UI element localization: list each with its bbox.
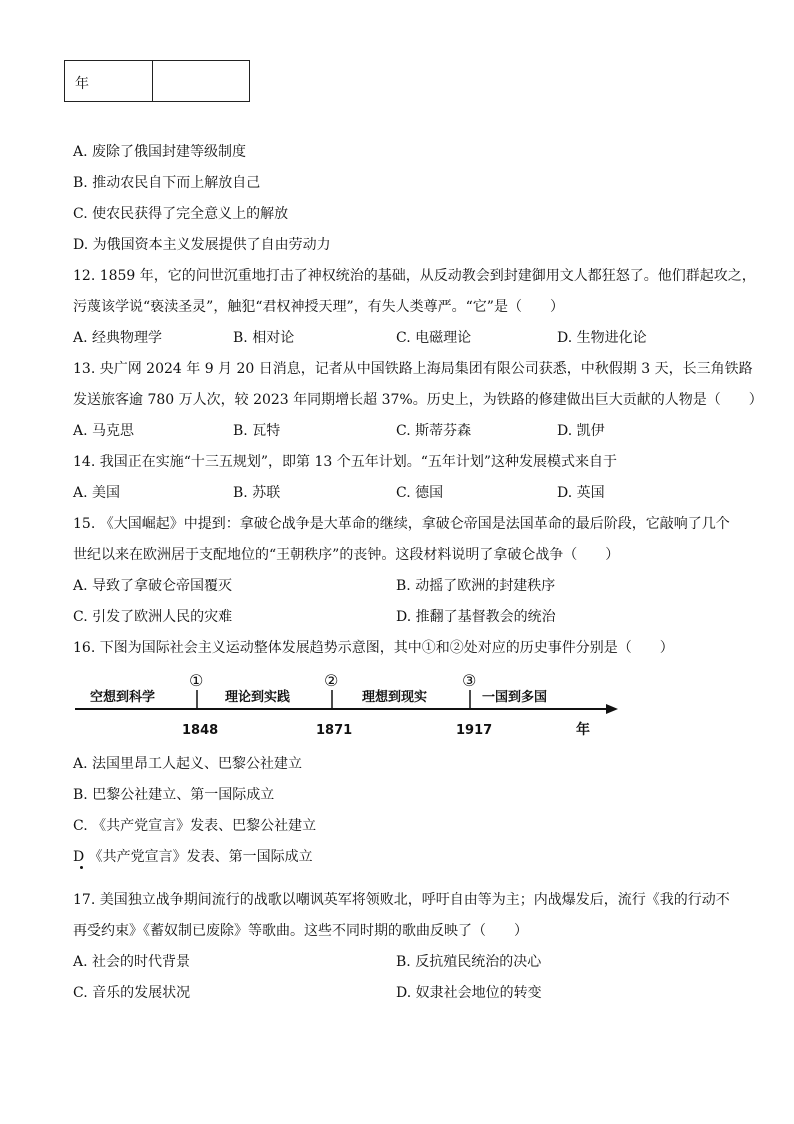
q17-option-c: C. 音乐的发展状况 — [73, 985, 191, 1001]
timeline-year-3: 1917 — [456, 723, 493, 738]
q14-stem-line1: 14. 我国正在实施“十三五规划”，即第 13 个五年计划。“五年计划”这种发展模式来自于 — [73, 454, 618, 470]
q12-option-c: C. 电磁理论 — [396, 330, 472, 346]
timeline-axis-unit: 年 — [576, 722, 590, 738]
timeline-year-1: 1848 — [182, 723, 219, 738]
q12-stem-line1: 12. 1859 年，它的问世沉重地打击了神权统治的基础，从反动教会到封建御用文人都狂怒了。他们群起攻之， — [73, 268, 756, 284]
timeline-segment-4: 一国到多国 — [482, 690, 548, 705]
q16-option-a: A. 法国里昂工人起义、巴黎公社建立 — [73, 756, 303, 772]
q17-option-b: B. 反抗殖民统治的决心 — [396, 954, 542, 970]
q13-stem-line1: 13. 央广网 2024 年 9 月 20 日消息，记者从中国铁路上海局集团有限公司获悉，中秋假期 3 天，长三角铁路 — [73, 361, 753, 377]
q15-stem-line1: 15. 《大国崛起》中提到：拿破仑战争是大革命的继续，拿破仑帝国是法国革命的最后阶段，它敲响了几个 — [73, 516, 730, 532]
timeline-marker-3: ③ — [462, 671, 477, 690]
q13-option-c: C. 斯蒂芬森 — [396, 423, 472, 439]
q11-option-c: C. 使农民获得了完全意义上的解放 — [73, 206, 289, 222]
q11-option-b: B. 推动农民自下而上解放自己 — [73, 175, 261, 191]
table-fragment — [64, 60, 250, 102]
timeline-year-2: 1871 — [316, 723, 353, 738]
socialism-timeline-diagram — [70, 668, 630, 742]
q14-option-c: C. 德国 — [396, 485, 444, 501]
q17-stem-line1: 17. 美国独立战争期间流行的战歌以嘲讽英军将领败北，呼吁自由等为主；内战爆发后，流行《我的行动不 — [73, 892, 730, 908]
timeline-segment-2: 理论到实践 — [225, 690, 291, 705]
q15-option-d: D. 推翻了基督教会的统治 — [396, 609, 556, 625]
q12-option-a: A. 经典物理学 — [73, 330, 163, 346]
q14-option-a: A. 美国 — [73, 485, 121, 501]
q14-option-d: D. 英国 — [557, 485, 605, 501]
q12-stem-line2: 污蔑该学说“亵渎圣灵”，触犯“君权神授天理”，有失人类尊严。“它”是（ ） — [73, 299, 564, 315]
q16-option-b: B. 巴黎公社建立、第一国际成立 — [73, 787, 275, 803]
timeline-svg — [70, 668, 630, 742]
q15-option-c: C. 引发了欧洲人民的灾难 — [73, 609, 233, 625]
q17-option-d: D. 奴隶社会地位的转变 — [396, 985, 542, 1001]
q13-option-d: D. 凯伊 — [557, 423, 605, 439]
timeline-marker-2: ② — [324, 671, 339, 690]
q12-option-b: B. 相对论 — [233, 330, 295, 346]
stray-dot-mark — [80, 866, 83, 869]
q11-option-a: A. 废除了俄国封建等级制度 — [73, 144, 247, 160]
q17-option-a: A. 社会的时代背景 — [73, 954, 191, 970]
q13-option-a: A. 马克思 — [73, 423, 135, 439]
q16-stem-line1: 16. 下图为国际社会主义运动整体发展趋势示意图，其中①和②处对应的历史事件分别是（ ） — [73, 640, 674, 656]
table-cell-label — [65, 61, 153, 101]
q11-option-d: D. 为俄国资本主义发展提供了自由劳动力 — [73, 237, 331, 253]
q13-option-b: B. 瓦特 — [233, 423, 281, 439]
q16-option-d: D 《共产党宣言》发表、第一国际成立 — [73, 849, 313, 865]
q17-stem-line2: 再受约束》《蓄奴制已废除》等歌曲。这些不同时期的歌曲反映了（ ） — [73, 923, 528, 939]
timeline-marker-1: ① — [189, 671, 204, 690]
q15-option-a: A. 导致了拿破仑帝国覆灭 — [73, 578, 233, 594]
timeline-segment-3: 理想到现实 — [362, 690, 428, 705]
q14-option-b: B. 苏联 — [233, 485, 281, 501]
q16-option-c: C. 《共产党宣言》发表、巴黎公社建立 — [73, 818, 317, 834]
q15-stem-line2: 世纪以来在欧洲居于支配地位的“王朝秩序”的丧钟。这段材料说明了拿破仑战争（ ） — [73, 547, 620, 563]
q13-stem-line2: 发送旅客逾 780 万人次，较 2023 年同期增长超 37%。历史上，为铁路的修建做出巨大贡献的人物是（ ） — [73, 392, 763, 408]
q15-option-b: B. 动摇了欧洲的封建秩序 — [396, 578, 556, 594]
table-cell-label-text: 年 — [75, 76, 89, 92]
q12-option-d: D. 生物进化论 — [557, 330, 647, 346]
timeline-arrowhead-icon — [606, 704, 618, 714]
timeline-segment-1: 空想到科学 — [90, 690, 156, 705]
